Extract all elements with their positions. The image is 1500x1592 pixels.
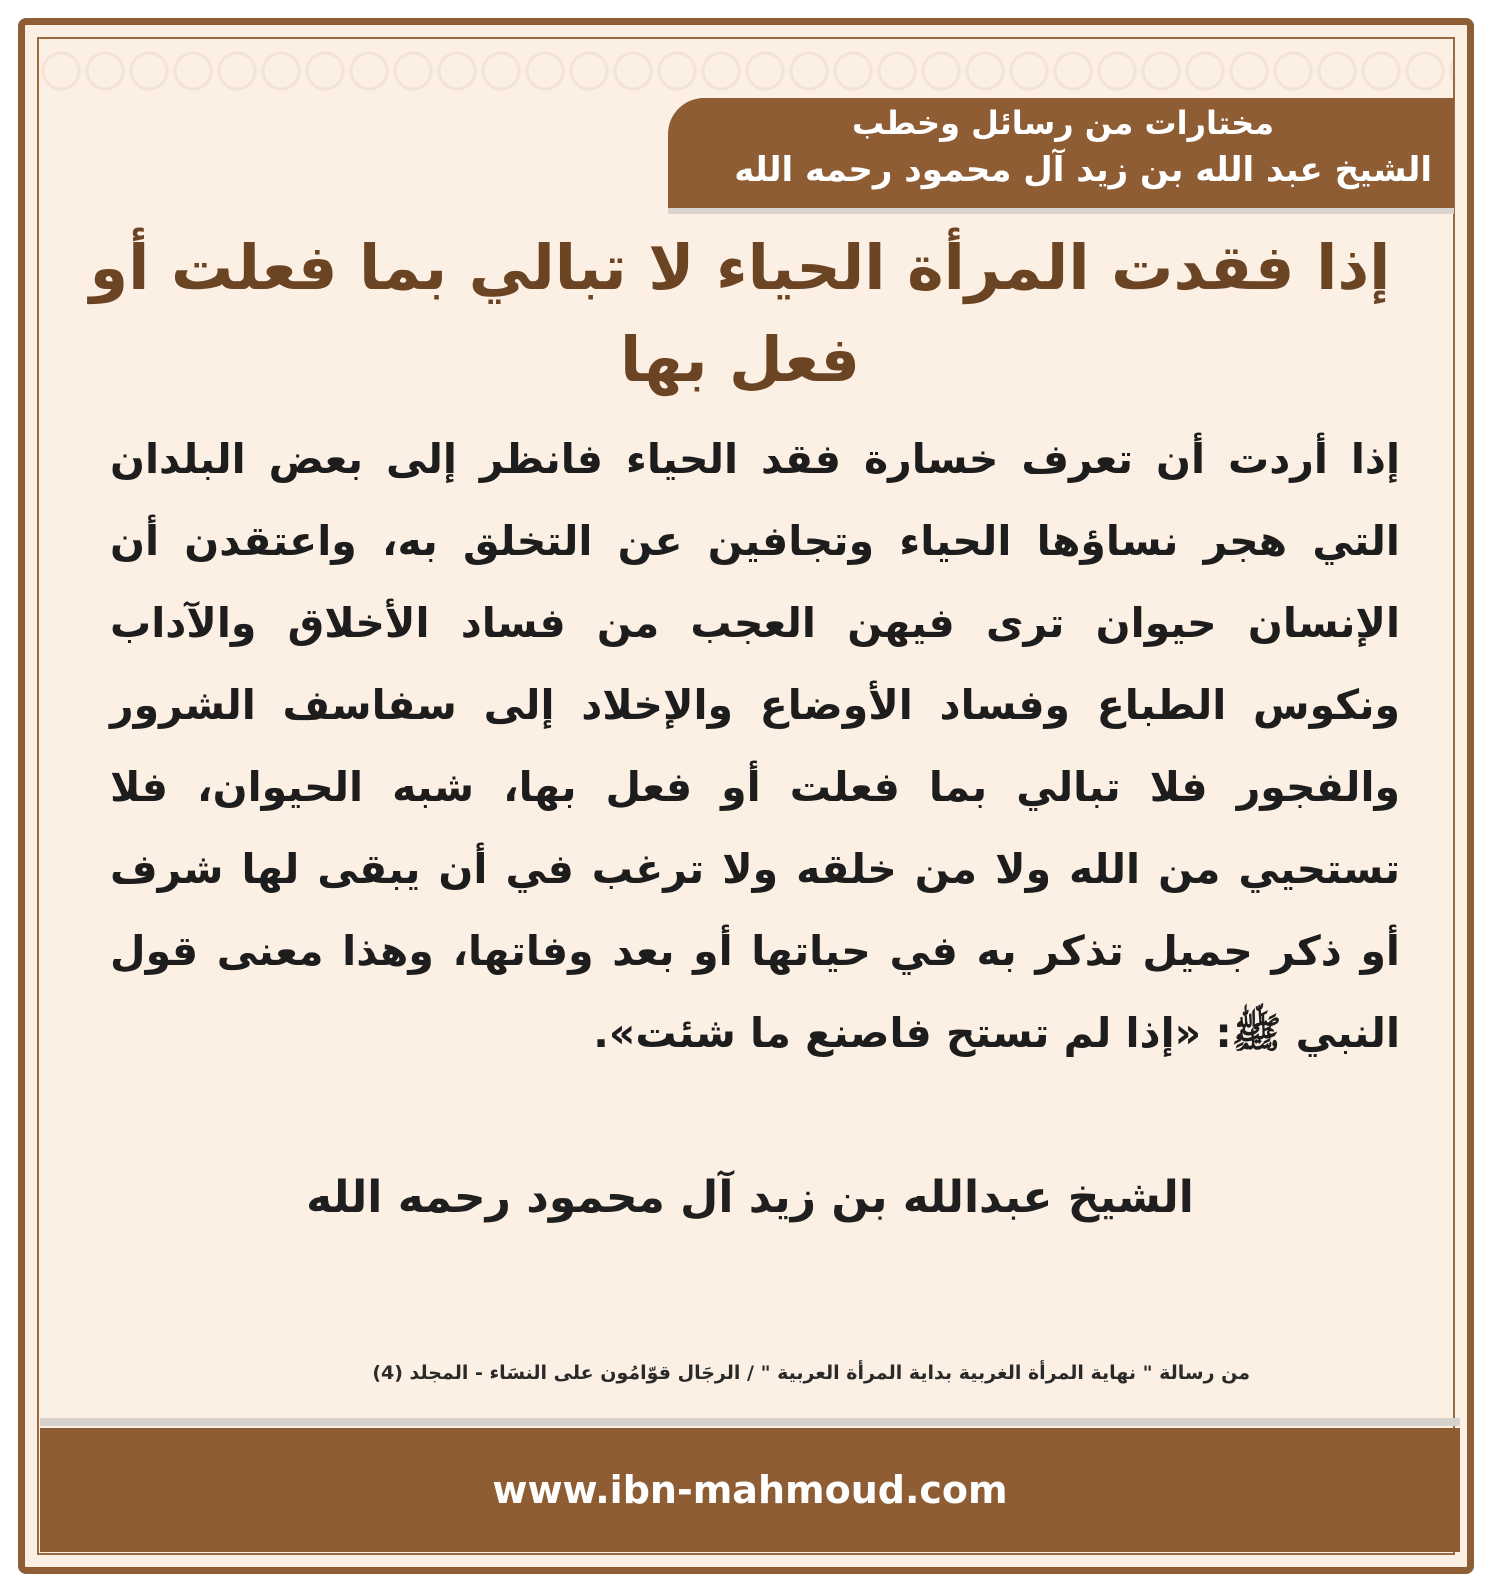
author-signature: الشيخ عبدالله بن زيد آل محمود رحمه الله xyxy=(306,1172,1194,1223)
footer-divider xyxy=(40,1418,1460,1426)
website-link[interactable]: www.ibn-mahmoud.com xyxy=(492,1468,1008,1512)
body-paragraph: إذا أردت أن تعرف خسارة فقد الحياء فانظر إلى بعض البلدان التي هجر نساؤها الحياء وتجافين عن التخلق به، واعتقدن أن الإنسان حيوان ترى فيهن العجب من فساد الأخلاق والآداب ونكوس الطباع وفساد الأوضاع والإخلاد إلى سفاسف الشرور والفجور فلا تبالي بما فعلت أو فعل بها، شبه الحيوان، فلا تستحيي من الله ولا من خلقه ولا ترغب في أن يبقى لها شرف أو ذكر جميل تذكر به في حياتها أو بعد وفاتها، وهذا معنى قول النبي ﷺ: «إذا لم تستح فاصنع ما شئت». xyxy=(110,435,1400,1057)
header-banner xyxy=(668,98,1454,208)
source-citation: من رسالة " نهاية المرأة الغربية بداية المرأة العربية " / الرجَال قوّامُون على النسَاء - المجلد (4) xyxy=(372,1362,1250,1384)
header-series-title: مختارات من رسائل وخطب xyxy=(851,104,1274,142)
decorative-pattern xyxy=(39,39,1453,103)
page-title: إذا فقدت المرأة الحياء لا تبالي بما فعلت أو فعل بها xyxy=(89,231,1391,396)
header-author-name: الشيخ عبد الله بن زيد آل محمود رحمه الله xyxy=(734,150,1432,190)
footer-bar xyxy=(40,1428,1460,1552)
